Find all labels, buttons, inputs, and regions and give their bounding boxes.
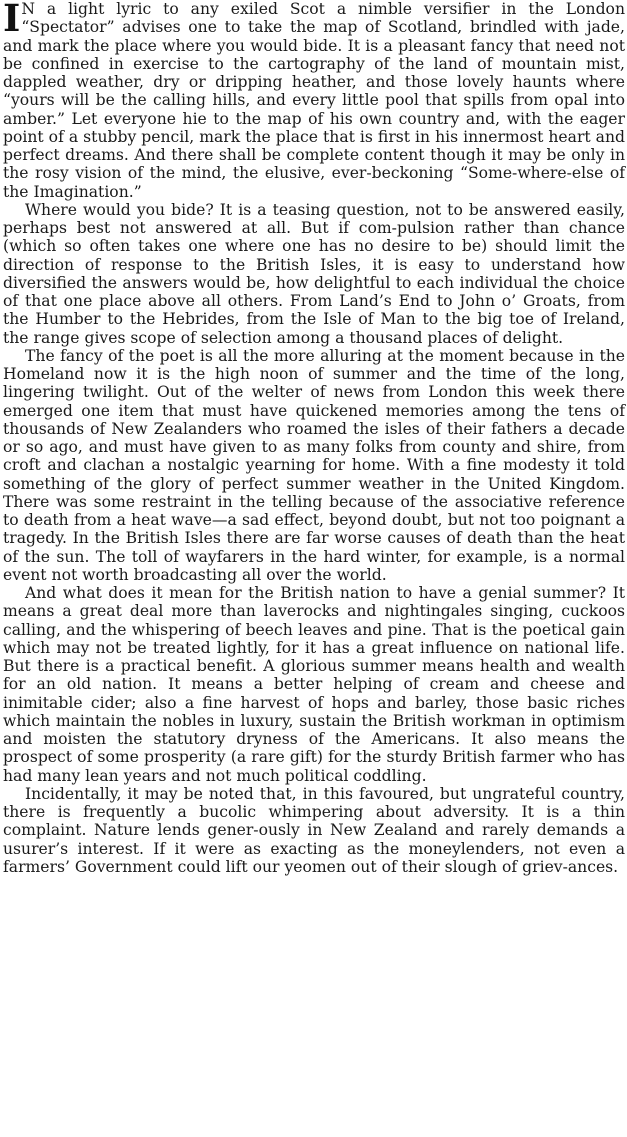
drop-cap: I bbox=[3, 0, 21, 40]
paragraph-4: And what does it mean for the British nation to have a genial summer? It means a great deal more than laverocks and nightingales singing, cuckoos calling, and the whispering of beech leaves and pine. That is the poetical gain which may not be treated lightly, for it has a great influence on national life. But there is a practical benefit. A glorious summer means health and wealth for an old nation. It means a better helping of cream and cheese and inimitable cider; also a fine harvest of hops and barley, those basic riches which maintain the nobles in luxury, sustain the British workman in optimism and moisten the statutory dryness of the Americans. It also means the prospect of some prosperity (a rare gift) for the sturdy British farmer who has had many lean years and not much political coddling. bbox=[3, 584, 625, 785]
paragraph-1-text: N a light lyric to any exiled Scot a nimble versifier in the London “Spectator” advises one to take the map of Scotland, brindled with jade, and mark the place where you would bide. It is a pleasant fancy that need not be confined in exercise to the cartography of the land of mountain mist, dappled weather, dry or dripping heather, and those lovely haunts where “yours will be the calling hills, and every little pool that spills from opal into amber.” Let everyone hie to the map of his own country and, with the eager point of a stubby pencil, mark the place that is first in his innermost heart and perfect dreams. And there shall be complete content though it may be only in the rosy vision of the mind, the elusive, ever-beckoning “Some-where-else of the Imagination.” bbox=[3, 0, 625, 201]
paragraph-1 bbox=[3, 0, 625, 201]
paragraph-2: Where would you bide? It is a teasing question, not to be answered easily, perhaps best not answered at all. But if com-pulsion rather than chance (which so often takes one where one has no desire to be) should limit the direction of response to the British Isles, it is easy to understand how diversified the answers would be, how delightful to each individual the choice of that one place above all others. From Land’s End to John o’ Groats, from the Humber to the Hebrides, from the Isle of Man to the big toe of Ireland, the range gives scope of selection among a thousand places of delight. bbox=[3, 200, 625, 347]
paragraph-3: The fancy of the poet is all the more alluring at the moment because in the Homeland now it is the high noon of summer and the time of the long, lingering twilight. Out of the welter of news from London this week there emerged one item that must have quickened memories among the tens of thousands of New Zealanders who roamed the isles of their fathers a decade or so ago, and must have given to as many folks from county and shire, from croft and clachan a nostalgic yearning for home. With a fine modesty it told something of the glory of perfect summer weather in the United Kingdom. There was some restraint in the telling because of the associative reference to death from a heat wave—a sad effect, beyond doubt, but not too poignant a tragedy. In the British Isles there are far worse causes of death than the heat of the sun. The toll of wayfarers in the hard winter, for example, is a normal event not worth broadcasting all over the world. bbox=[3, 346, 625, 584]
paragraph-5: Incidentally, it may be noted that, in this favoured, but ungrateful country, there is frequently a bucolic whimpering about adversity. It is a thin complaint. Nature lends gener-ously in New Zealand and rarely demands a usurer’s interest. If it were as exacting as the moneylenders, not even a farmers’ Government could lift our yeomen out of their slough of griev-ances. bbox=[3, 784, 625, 876]
